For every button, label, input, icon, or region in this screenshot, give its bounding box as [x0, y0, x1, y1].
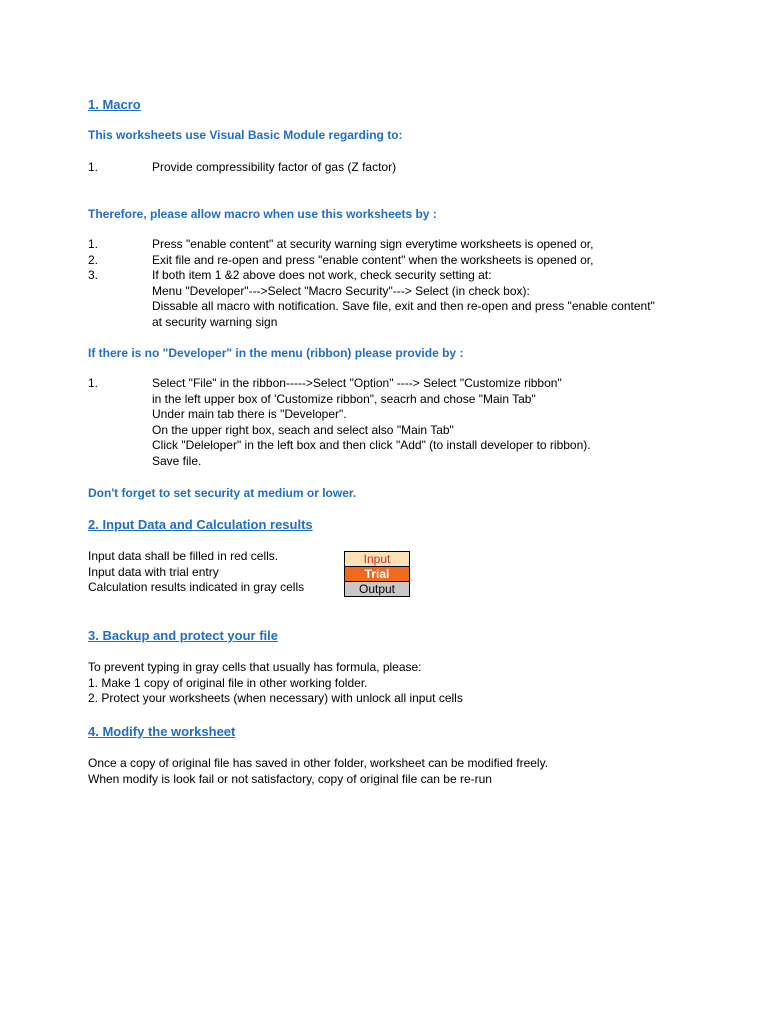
backup-text: To prevent typing in gray cells that usually has formula, please: [88, 660, 422, 674]
item-continuation: at security warning sign [152, 315, 278, 329]
macro-intro: This worksheets use Visual Basic Module regarding to: [88, 128, 403, 142]
item-continuation: On the upper right box, seach and select also "Main Tab" [152, 423, 454, 437]
section-title-input-data: 2. Input Data and Calculation results [88, 517, 313, 532]
legend-text-input: Input data shall be filled in red cells. [88, 549, 279, 563]
section-title-backup: 3. Backup and protect your file [88, 628, 278, 643]
item-continuation: Dissable all macro with notification. Save file, exit and then re-open and press "enable content" [152, 299, 655, 313]
backup-text: 1. Make 1 copy of original file in other working folder. [88, 676, 368, 690]
section-title-modify: 4. Modify the worksheet [88, 724, 236, 739]
item-number: 3. [88, 268, 99, 282]
item-text: If both item 1 &2 above does not work, check security setting at: [152, 268, 492, 282]
input-cell-legend: Input [344, 551, 410, 567]
item-text: Provide compressibility factor of gas (Z factor) [152, 160, 397, 174]
item-number: 1. [88, 376, 99, 390]
item-number: 1. [88, 237, 99, 251]
item-continuation: in the left upper box of 'Customize ribbon", seacrh and chose "Main Tab" [152, 392, 536, 406]
section-title-macro: 1. Macro [88, 97, 141, 112]
item-text: Select "File" in the ribbon----->Select "Option" ----> Select "Customize ribbon" [152, 376, 562, 390]
security-note: Don't forget to set security at medium or lower. [88, 486, 357, 500]
output-cell-legend: Output [344, 581, 410, 597]
modify-text: When modify is look fail or not satisfactory, copy of original file can be re-run [88, 772, 492, 786]
item-continuation: Menu "Developer"--->Select "Macro Security"---> Select (in check box): [152, 284, 530, 298]
developer-heading: If there is no "Developer" in the menu (ribbon) please provide by : [88, 346, 464, 360]
legend-text-output: Calculation results indicated in gray cells [88, 580, 305, 594]
allow-macro-heading: Therefore, please allow macro when use this worksheets by : [88, 207, 437, 221]
item-text: Exit file and re-open and press "enable content" when the worksheets is opened or, [152, 253, 594, 267]
modify-text: Once a copy of original file has saved in other folder, worksheet can be modified freely. [88, 756, 549, 770]
item-continuation: Under main tab there is "Developer". [152, 407, 347, 421]
trial-cell-legend: Trial [344, 566, 410, 582]
item-text: Press "enable content" at security warning sign everytime worksheets is opened or, [152, 237, 594, 251]
item-continuation: Save file. [152, 454, 202, 468]
legend-text-trial: Input data with trial entry [88, 565, 219, 579]
item-number: 1. [88, 160, 99, 174]
item-continuation: Click "Deleloper" in the left box and then click "Add" (to install developer to ribbon). [152, 438, 591, 452]
item-number: 2. [88, 253, 99, 267]
backup-text: 2. Protect your worksheets (when necessary) with unlock all input cells [88, 691, 463, 705]
